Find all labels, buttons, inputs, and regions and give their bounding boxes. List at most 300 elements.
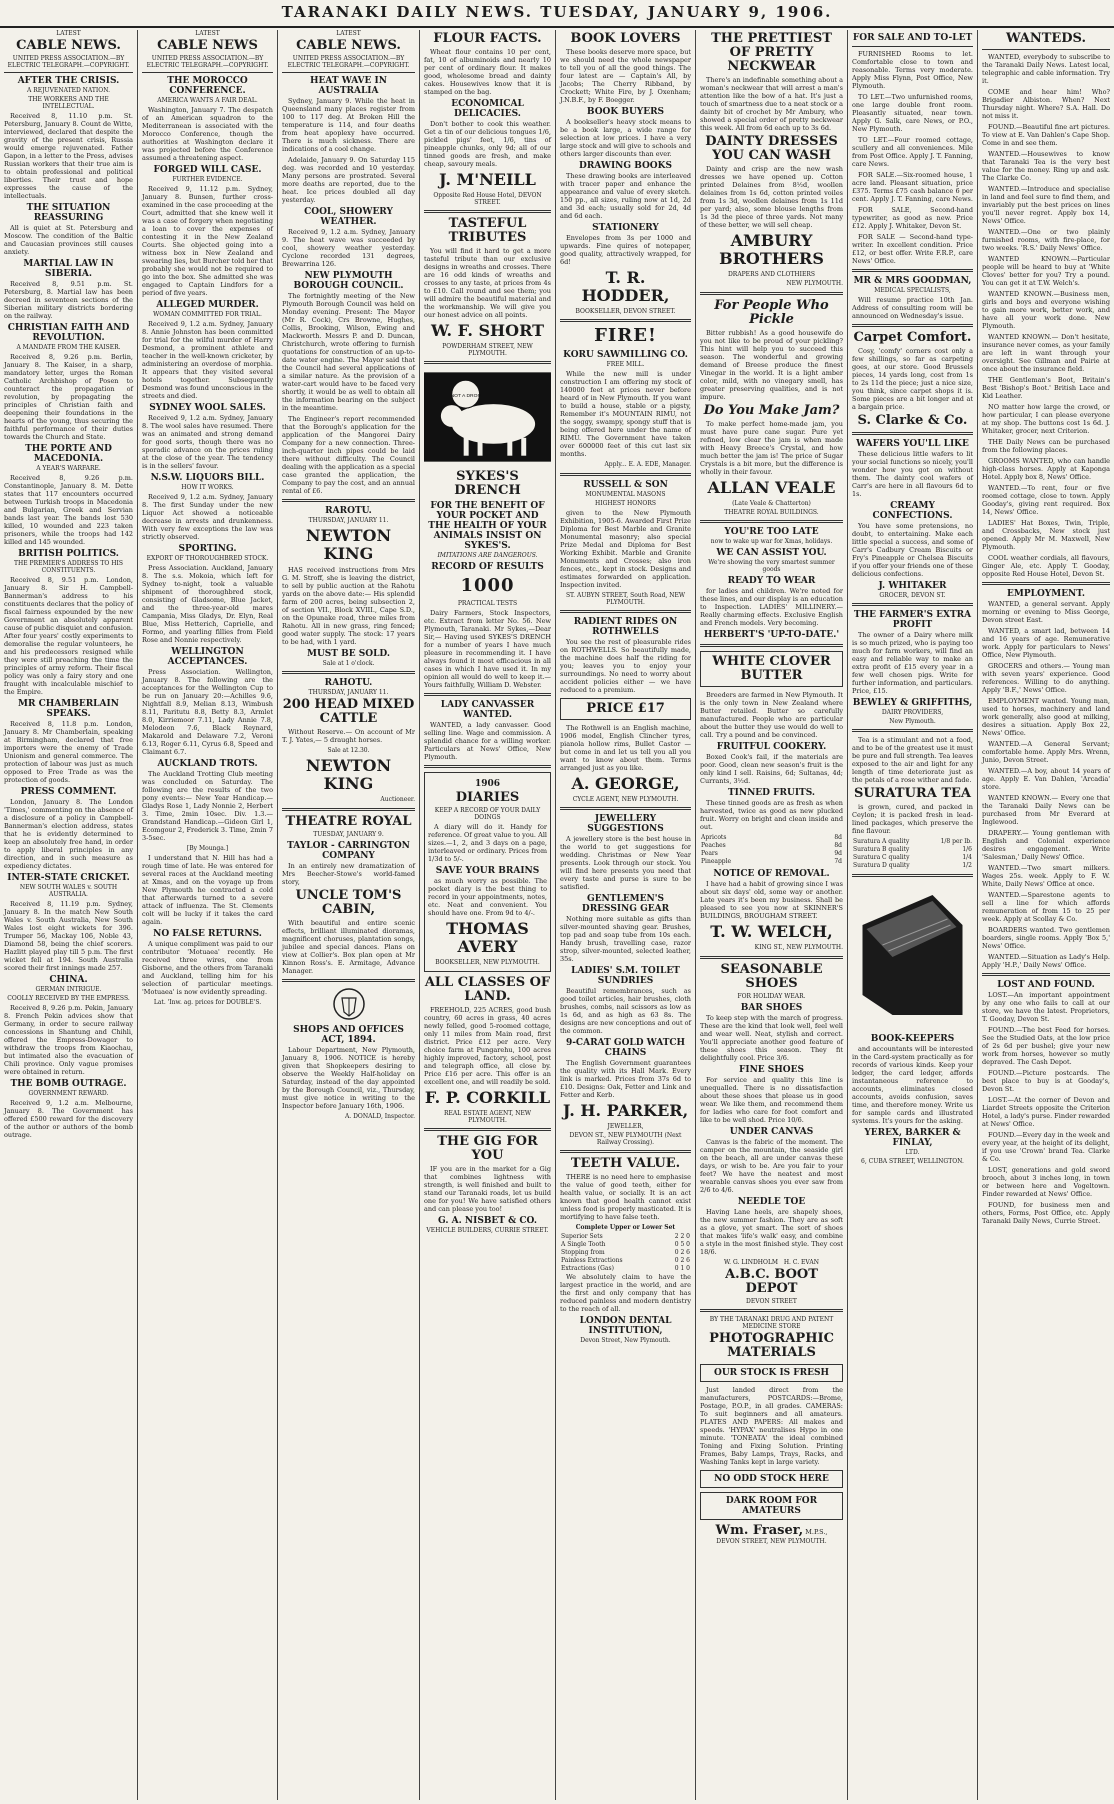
ad-title: MUST BE SOLD. xyxy=(306,649,391,659)
ad-headline: 200 HEAD MIXED CATTLE xyxy=(282,697,415,726)
ad-address: New Plymouth. xyxy=(889,718,936,725)
ad-name: LONDON DENTAL INSTITUTION, xyxy=(579,1316,672,1336)
table-row xyxy=(700,850,843,858)
proprietor-right: H. C. EVAN xyxy=(783,1259,819,1266)
ad-name: W. F. SHORT xyxy=(430,321,545,340)
story-title: NEW PLYMOUTH BOROUGH COUNCIL. xyxy=(293,271,404,291)
ad-body: Tea is a stimulant and not a food, and to be of the greatest use it must be pure and full strength. Tea leaves exposed to the air and light for any length of time deteriorate just as the petals of a rose wither and fade. xyxy=(852,736,973,784)
ad-headline: UNCLE TOM'S CABIN, xyxy=(295,888,402,917)
price-table xyxy=(700,834,843,866)
ad-title: SEASONABLE SHOES xyxy=(720,962,823,991)
classified-item: LADIES' Hat Boxes, Twin, Triple, and Crossbacks, New stock just opened. Apply Mr M. Maxwell, New Plymouth. xyxy=(982,519,1110,551)
story-body: Received 8, 9.26 p.m. Pekin, January 8. French Pekin advices show that Germany, in order to secure railway concessions in Shantung and Chihli, offered the Empress-Dowager to withdraw the troops from Kiaochau, but intimated also the evacuation of Chili province. Only vague promises were obtained in return. xyxy=(4,1004,133,1076)
notice-signature: A. DONALD, Inspector. xyxy=(344,1113,415,1120)
story-body: London, January 8. The London 'Times,' commenting on the absence of a disclosure of a policy in Campbell-Bannerman's election address, states that he is evidently determined to keep an absolutely free hand, in order to apply liberal principles in any direction, and in such measure as expediency dictates. xyxy=(4,798,133,870)
ad-title: TASTEFUL TRIBUTES xyxy=(448,216,527,245)
story-subtitle: A MANDATE FROM THE KAISER. xyxy=(16,344,121,351)
story-subtitle: WOMAN COMMITTED FOR TRIAL. xyxy=(153,311,262,318)
classified-item: LOST.—At the corner of Devon and Liardet Streets opposite the Criterion Hotel, a lady's purse. Finder rewarded at News' Office. xyxy=(982,1096,1110,1128)
ad-title: TINNED FRUITS. xyxy=(727,788,816,798)
ad-title: For People Who Pickle xyxy=(714,298,829,327)
classified-item: BOARDERS wanted. Two gentlemen boarders, single rooms. Apply 'Box 5,' News' Office. xyxy=(982,926,1110,950)
table-row xyxy=(560,1241,691,1249)
table-cell: Painless Extractions xyxy=(561,1257,623,1264)
classified-item: NO matter how large the crowd, or how particular, I can please everyone at my shop. The buttons cost 1s 6d. J. Whitaker, grocer, next Criterion. xyxy=(982,403,1110,435)
ledger-illustration xyxy=(852,885,973,1025)
story-body: Received 8, 11.8 p.m. London, January 8. Mr Chamberlain, speaking at Birmingham, declared that free importers were the enemy of Trade Unionism and general commerce. The protection of labour was just as much opposed to Free Trade as was the protection of goods. xyxy=(4,720,133,784)
ad-subtitle: now to wake up war for Xmas, holidays. xyxy=(710,538,833,545)
ad-year: 1906 xyxy=(474,779,501,789)
ad-subtitle: BY THE TARANAKI DRUG AND PATENT MEDICINE STORE xyxy=(709,1316,834,1330)
ad-subtitle: UNDER CANVAS xyxy=(729,1127,814,1137)
column-2 xyxy=(138,30,278,1800)
story-subtitle: COOLLY RECEIVED BY THE EMPRESS. xyxy=(7,995,130,1002)
heading-kicker: LATEST xyxy=(56,30,81,37)
classified-item: WANTED KNOWN.— Don't hesitate, insurance never comes, as your family are left in want through your oversight. See Gillman and Pairie at once about the insurance field. xyxy=(982,333,1110,373)
ad-body: These books deserve more space, but we should need the whole newspaper to tell you of all the good things. The four latest are — Captain's All, by Jacobs; The Cherry Ribband, by Crockett; White Fire, by J. Oxenham; J.N.B.F., by F. Boegger. xyxy=(560,48,691,104)
story-body: Received 9, 11.12 p.m. Sydney, January 8. Bunsen, further cross-examined in the case proceeding at the Court, admitted that she knew well it was a case of forgery when negotiating a loan to cover the expenses of contesting it in the New Zealand Courts. She objected going into a witness box in New Zealand and swearing lies, but Burcher told her that probably she would not be required to go into the box. She admitted she was engaged to Captain Lindfors for a period of five years. xyxy=(142,185,273,297)
ad-address: ST. AUBYN STREET, South Road, NEW PLYMOUTH. xyxy=(565,592,686,606)
classified-item: GROOMS WANTED, who can handle high-class horses. Apply at Kaponga Hotel. Apply box 8, News' Office. xyxy=(982,457,1110,481)
table-cell: Suratura D quality xyxy=(853,862,910,869)
price-table-title: Complete Upper or Lower Set xyxy=(575,1224,676,1231)
ad-body: To make perfect home-made jam, you must have pure cane sugar. Pure yet refined, low clear the jam is when made with Heavy Breece's Crystal, and how much better the jam is! The price of Sugar Crystals is a bit more, but the difference is wholly in their favour. xyxy=(700,420,843,476)
story-title: BRITISH POLITICS. xyxy=(18,549,119,559)
table-cell: 1/2 xyxy=(962,862,972,869)
story-body: The Engineer's report recommended that the Borough's application for the application of the Mangorei Dairy Company for a new connection. Three-inch-quarter inch pipes could be laid there without difficulty. The Council dealing with the application as a special case granted the application, the Company to pay the cost, and an annual rental of £6. xyxy=(282,415,415,495)
ad-body: These drawing books are interleaved with tracer paper and enhance the appearance and value of every sketch. 150 pp., all sizes, ruling now at 1d, 2d and 3d each; usually sold for 2d, 4d and 6d each. xyxy=(560,172,691,220)
story-title: FORGED WILL CASE. xyxy=(153,165,262,175)
brand-name: SYKES'S DRENCH xyxy=(454,469,521,498)
table-row xyxy=(560,1257,691,1265)
ad-subtitle: TUESDAY, JANUARY 9. xyxy=(313,831,384,838)
table-cell: 9d xyxy=(834,850,842,857)
ad-title: ALL CLASSES OF LAND. xyxy=(424,975,551,1004)
table-row xyxy=(852,862,973,870)
ad-title: DAINTY DRESSES YOU CAN WASH xyxy=(705,134,838,163)
classified-item: FOR SALE.—Six-roomed house, 1 acre land. Pleasant situation, price £375. Terms £75 cash balance 6 per cent. Apply J. T. Fanning, care News. xyxy=(852,171,973,203)
classified-item: WANTED.—Housewives to know that Taranaki Tea is the very best value for the money. Ring up and ask. The Clarke Co. xyxy=(982,150,1110,182)
ad-title: Carpet Comfort. xyxy=(853,330,972,345)
story-subtitle: THE PREMIER'S ADDRESS TO HIS CONSTITUENTS. xyxy=(14,560,123,574)
ad-role: REAL ESTATE AGENT, NEW PLYMOUTH. xyxy=(443,1110,532,1124)
story-body: Washington, January 7. The despatch of an American squadron to the Mediterranean is associated with the Morocco Conference, though the authorities at Washington declare it was projected before the Conference assumed a threatening aspect. xyxy=(142,106,273,162)
ad-address: BOOKSELLER, NEW PLYMOUTH. xyxy=(435,959,540,966)
ad-name: THOMAS AVERY xyxy=(446,919,529,956)
ad-slogan: FOR THE BENEFIT OF YOUR POCKET AND THE HEALTH OF YOUR ANIMALS INSIST ON SYKES'S. xyxy=(428,501,547,551)
ad-title: STATIONERY xyxy=(592,223,659,233)
section-heading: FOR SALE AND TO-LET xyxy=(852,33,973,43)
story-body: Press Association. Wellington, January 8. The following are the acceptances for the Wellington Cup to be run on January 20:—Achilles 9.6, Nightfall 8.9, Melian 8.13, Wimbush 8.11, Paritutu 8.8, Betty 8.3, Armlet 8.0, Kirriemoor 7.11, Lady Annie 7.8, Melodeon 7.6, Black Reynard, Makarold and Delaware 7.2, Veroni 6.13, Roger 6.11, Cyrus 6.8, Speed and Claimant 6.7. xyxy=(142,668,273,756)
ad-title: RADIENT RIDES ON ROTHWELLS xyxy=(573,617,678,637)
ad-body: The owner of a Dairy where milk is so much prized, who is paying too much for farm workers, will find an easy and reliable way to make an extra profit of £15 every year in a few well chosen pigs. Write for further information, and particulars. Price, £15. xyxy=(852,631,973,695)
story-title: INTER-STATE CRICKET. xyxy=(7,873,130,883)
classified-item: FOUND.—Beautiful fine art pictures. To view at E. Van Dahlen's Cape Shop. Come in and see them. xyxy=(982,123,1110,147)
ad-box: DARK ROOM FOR AMATEURS xyxy=(700,1492,843,1520)
ad-title: PHOTOGRAPHIC MATERIALS xyxy=(709,1331,834,1360)
story-title: MR CHAMBERLAIN SPEAKS. xyxy=(18,699,119,719)
classified-item: WANTED.—Introduce and specialise in land and feel sure to find them, and invariably put the best prices on lines you'll never regret. Apply box 14, News' Office. xyxy=(982,185,1110,225)
story-body: Received 8, 11.19 p.m. Sydney, January 8. In the match New South Wales v. South Australia, New South Wales lost eight wickets for 396. Trumper 56, Mackay 106, Noble 43, Diamond 58, being the chief scorers. Hazlitt played play till 5 p.m. The first wicket fell at 194. South Australia scored their first innings made 257. xyxy=(4,900,133,972)
ad-subtitle: THURSDAY, JANUARY 11. xyxy=(308,689,389,696)
table-cell: 0 5 0 xyxy=(674,1241,690,1248)
ad-proprietors xyxy=(700,1259,843,1266)
svg-text:NOT A DROP: NOT A DROP xyxy=(450,394,481,400)
table-row xyxy=(700,858,843,866)
ad-body: Breeders are farmed in New Plymouth. It is the only town in New Zealand where Butter retailed. Butter so carefully manufactured. People who are particular about the butter they use would do well to call. Try a pound and be convinced. xyxy=(700,691,843,739)
ad-title: RECORD OF RESULTS xyxy=(431,562,544,572)
table-cell: 0 2 6 xyxy=(674,1249,690,1256)
ad-subtitle: KORU SAWMILLING CO. xyxy=(563,350,688,360)
classified-item: WANTED KNOWN.—Particular people will be heard to buy at 'White Cloves' better for you? Try a pound. You can get it at T.W. Welch's. xyxy=(982,255,1110,287)
ad-name: BEWLEY & GRIFFITHS, xyxy=(852,698,973,708)
classified-item: FOR SALE, Second-hand typewriter, as good as new. Price £12. Apply J. Whitaker, Devon St. xyxy=(852,206,973,230)
ad-name: ALLAN VEALE xyxy=(707,478,836,497)
story-subtitle: HOW IT WORKS. xyxy=(181,484,234,491)
story-body: Received 9, 1.2 a.m. Sydney, January 8. Annie Johnston has been committed for trial for the wilful murder of Harry Desmond, a prominent athlete and teacher in the well-known cricketer, by administering an overdose of morphia. It appears that they visited several hotels together. Subsequently Desmond was found unconscious in the streets and died. xyxy=(142,320,273,400)
ad-subtitle: Sale at 12.30. xyxy=(327,747,370,754)
ad-subtitle: READY TO WEAR xyxy=(727,576,816,586)
ad-name: T. R. HODDER, xyxy=(581,268,670,305)
ad-box: NO ODD STOCK HERE xyxy=(700,1470,843,1488)
story-title: CHINA. xyxy=(49,975,88,985)
ad-body: A bookseller's heavy stock means to be a book large, a wide range for selection at low prices. I have a very large stock and will give to schools and others larger discounts than ever. xyxy=(560,118,691,158)
table-cell: Superior Sets xyxy=(561,1233,603,1240)
story-title: N.S.W. LIQUORS BILL. xyxy=(150,473,265,483)
ad-title: FLOUR FACTS. xyxy=(433,31,542,46)
section-heading: CABLE NEWS. xyxy=(16,38,121,53)
price-table xyxy=(560,1233,691,1273)
ad-subtitle: MEDICAL SPECIALISTS, xyxy=(874,287,951,294)
ad-address: Opposite Red House Hotel, DEVON STREET. xyxy=(433,192,542,206)
cow-illustration xyxy=(424,372,551,462)
ad-role: DAIRY PROVIDERS, xyxy=(881,709,944,716)
ad-address: 6, CUBA STREET, WELLINGTON. xyxy=(861,1158,964,1165)
ad-title: LADIES' S.M. TOILET SUNDRIES xyxy=(571,966,680,986)
ad-body: While the new mill is under construction I am offering my stock of 140000 feet at prices never before heard of in New Plymouth. If you want to build a house, stable or a pigsty, Remember it's MOUNTAIN RIMU, not the soggy, swampy, spongy stuff that is being offered here under the name of RIMU. The Government have taken over 600000 feet of this cut last six months. xyxy=(560,370,691,458)
story-title: PRESS COMMENT. xyxy=(20,787,117,797)
ad-body: With beautiful and entire scenic effects, brilliant illuminated dioramas, magnificent choruses, plantation songs, jubilee and special dances. Plans on view at Collier's. Box plan open at Mr Kinnon Ross's. E. Armitage, Advance Manager. xyxy=(282,919,415,975)
story-title: ALLEGED MURDER. xyxy=(156,300,259,310)
coat-of-arms-icon xyxy=(331,986,367,1022)
ad-title: LADY CANVASSER WANTED. xyxy=(440,700,535,720)
table-cell: 1/8 per lb. xyxy=(940,838,972,845)
classified-item: TO LET.—Four roomed cottage, scullery and all conveniences. Mile from Post Office. Apply J. T. Fanning, care News. xyxy=(852,136,973,168)
classified-item: WANTED, a smart lad, between 14 and 16 years of age. Remunerative work. Apply for particulars to News' Office, New Plymouth. xyxy=(982,627,1110,659)
classified-item: WANTED.—Sparestone agents to sell a line for which affords remuneration of from 15 to 25 per week. Apply at Scollay & Co. xyxy=(982,891,1110,923)
ad-title: THE GIG FOR YOU xyxy=(437,1134,538,1163)
ad-address: POWDERHAM STREET, NEW PLYMOUTH. xyxy=(442,343,533,357)
ad-name: AMBURY BROTHERS xyxy=(719,231,824,268)
ad-title: Do You Make Jam? xyxy=(703,403,840,418)
ad-body: Wheat flour contains 10 per cent, fat, 10 of albuminoids and nearly 10 per cent of ordinary flour. It makes good, wholesome bread and dainty cakes. Housewives know that it is stamped on the bag. xyxy=(424,48,551,96)
ad-title: 9-CARAT GOLD WATCH CHAINS xyxy=(565,1038,686,1058)
table-row xyxy=(560,1265,691,1273)
section-heading: LOST AND FOUND. xyxy=(997,980,1095,990)
story-title: THE PORTE AND MACEDONIA. xyxy=(25,444,112,464)
story-subtitle: GOVERNMENT REWARD. xyxy=(28,1090,109,1097)
ad-role: JEWELLER, xyxy=(607,1123,644,1130)
ad-address: BOOKSELLER, DEVON STREET. xyxy=(575,308,676,315)
table-row xyxy=(700,834,843,842)
table-cell: Suratura B quality xyxy=(853,846,910,853)
ad-body: Beautiful remembrances, such as good toilet articles, hair brushes, cloth brushes, combs, nail scissors as low as 1s 6d, and as high as 63 8s. The designs are new conceptions and out of the common. xyxy=(560,987,691,1035)
press-credit: UNITED PRESS ASSOCIATION.—BY ELECTRIC TELEGRAPH.—COPYRIGHT. xyxy=(7,55,130,69)
story-body: A unique compliment was paid to our contributor 'Motuaea' recently. He received three wires, one from Gisborne, and the others from Taranaki and Auckland, telling him for his selection of particular meetings. 'Motuaea' is now evidently spreading. xyxy=(142,940,273,996)
notice-body: Labour Department, New Plymouth, January 8, 1906. NOTICE is hereby given that Shopkeepers desiring to observe the Weekly Half-holiday on Saturday, instead of the day appointed by the Borough Council, viz., Thursday, must give notice in writing to the Inspector before January 16th, 1906. xyxy=(282,1046,415,1110)
ad-title: FRUITFUL COOKERY. xyxy=(716,742,827,752)
column-5 xyxy=(556,30,696,1800)
ad-name: T. W. WELCH, xyxy=(710,922,833,941)
table-cell: 7d xyxy=(834,858,842,865)
story-subtitle: FURTHER EVIDENCE. xyxy=(172,176,243,183)
classified-item: WANTED.—A boy, about 14 years of age. Apply E. Van Dahlen, 'Arcadia' store. xyxy=(982,767,1110,791)
classified-item: FOR SALE — Second-hand type-writer. In excellent condition. Price £12, or best offer. Write F.R.P., care News' Office. xyxy=(852,233,973,265)
ad-warning: IMITATIONS ARE DANGEROUS. xyxy=(437,552,538,559)
ad-title: DIARIES xyxy=(455,790,520,805)
ad-title: GENTLEMEN'S DRESSING GEAR xyxy=(581,894,670,914)
proprietor-left: W. G. LINDHOLM xyxy=(724,1259,779,1266)
ad-subtitle: OUR STOCK IS FRESH xyxy=(700,1364,843,1382)
ad-count-label: PRACTICAL TESTS xyxy=(457,600,518,607)
ad-name: J. M'NEILL xyxy=(439,170,536,189)
ad-body: HAS received instructions from Mrs G. M. Stroff, she is leaving the district, to sell by public auction at the Rahotu yards on the above date:— His splendid farm of 200 acres, being subsection 2, of section VII., Block XVIII., Cape S.D., on the Opunake road, three miles from Rahotu. All in new grass, ring fenced; good water supply. The stock: 17 years to be had, with 1 yard. xyxy=(282,566,415,646)
ad-body: There's an indefinable something about a woman's neckwear that will arrest a man's attention like the bow of a hat. It's just a touch of smartness due to a neat stock or a dainty bit of crochet by Mr Ambury, who showed a special order of pretty neckwear this week. All from 6d each up to 3s 6d. xyxy=(700,76,843,132)
classified-item: WANTED.—A General Servant; comfortable home. Apply Mrs. Wrenn, Junio, Devon Street. xyxy=(982,740,1110,764)
story-body: I understand that N. Hill has had a rough time of late. He was entered for several races at the Auckland meeting at Xmas, and on the voyage up from New Plymouth he contracted a cold that afterwards turned to a severe attack of influenza. The St. Clements colt will be lucky if it takes the card again. xyxy=(142,854,273,926)
story-body: Received 8, 9.51 p.m. St. Petersburg, 8. Martial law has been decreed in seventeen sections of the Siberian military districts bordering on the railway. xyxy=(4,280,133,320)
ad-body: I have had a habit of growing since I was about six days' old, some way or another. Late years it's been my business. Shall be pleased to see you now at SKINNER'S BUILDINGS, BROUGHAM STREET. xyxy=(700,880,843,920)
ad-role: (Late Veale & Chatterton) xyxy=(732,500,811,507)
story-subtitle: NEW SOUTH WALES v. SOUTH AUSTRALIA. xyxy=(19,884,118,898)
ad-title: ECONOMICAL DELICACIES. xyxy=(451,99,524,119)
ad-title: BOOK BUYERS xyxy=(586,107,665,117)
ad-title: NOTICE OF REMOVAL. xyxy=(713,869,830,879)
classified-item: WANTED KNOWN.— Every one that the Taranaki Daily News can be purchased from Mr Everard at Inglewood. xyxy=(982,794,1110,826)
classified-item: WANTED, everybody to subscribe to the Taranaki Daily News. Latest local, telegraphic and cable information. Try it. xyxy=(982,53,1110,85)
story-body: Received 9, 1.2 a.m. Melbourne, January 8. The Government has offered £500 reward for the discovery of the author or authors of the bomb outrage. xyxy=(4,1099,133,1139)
ad-name: Wm. Fraser, xyxy=(715,1523,804,1538)
ad-signature xyxy=(700,1524,843,1538)
story-subtitle: [By Mounga.] xyxy=(186,845,229,852)
ad-name: YEREX, BARKER & FINLAY, xyxy=(864,1128,961,1148)
heading-kicker: LATEST xyxy=(336,30,361,37)
table-row xyxy=(852,846,973,854)
ad-address: GROCER, DEVON ST. xyxy=(879,592,946,599)
story-body: Adelaide, January 9. On Saturday 115 deg. was recorded and 10 yesterday. Many persons are prostrated. Several more deaths are reported, due to the heat. Ice prices doubled all day yesterday. xyxy=(282,156,415,204)
ad-name: J. H. PARKER, xyxy=(562,1101,689,1120)
classified-item: FOUND.—Picture postcards. The best place to buy is at Gooday's, Devon St. xyxy=(982,1069,1110,1093)
table-cell: Suratura A quality xyxy=(853,838,910,845)
story-subtitle: A REJUVENATED NATION. xyxy=(27,87,110,94)
classified-item: TO LET.—Two unfurnished rooms, one large double front room. Pleasantly situated, near town. Apply G. Salk, care News, or P.O., New Plymouth. xyxy=(852,93,973,133)
story-body: Received 9, 1.2 a.m. Sydney, January 8. The wool sales have resumed. There was an animated and strong demand for good sorts, though there was no sporadic advance on the prices ruling at the close of the year. The tendency is in the sellers' favour. xyxy=(142,414,273,470)
ad-title: TEETH VALUE. xyxy=(570,1156,681,1171)
classified-item: COOL weather cordials, all flavours, Ginger Ale, etc. Apply T. Gooday, opposite Red House Hotel, Devon St. xyxy=(982,554,1110,578)
story-title: SPORTING. xyxy=(178,544,237,554)
table-cell: Extractions (Gas) xyxy=(561,1265,614,1272)
ad-title: WHITE CLOVER BUTTER xyxy=(700,651,843,687)
ad-subtitle: CREAMY CONFECTIONS. xyxy=(872,501,953,521)
ad-name: S. Clarke & Co. xyxy=(857,413,968,428)
ad-subtitle: SAVE YOUR BRAINS xyxy=(435,866,540,876)
story-body: Received 8, 9.51 p.m. London, January 8. Sir H. Campbell-Bannerman's address to his constituents declares that the policy of fiscal fairness expounded by the new Government an absolutely apparent cause of public disquiet and confusion. After four years' costly experiments to demoralise the regular volunteers, he and his predecessors resigned while they were still preaching the time the principles of army reform. Their fiscal policy was only a fairy story and one fraught with incalculable mischief to the Empire. xyxy=(4,576,133,696)
ad-role: CYCLE AGENT, NEW PLYMOUTH. xyxy=(572,796,679,803)
ad-subtitle: FREE MILL. xyxy=(606,361,645,368)
story-body: The Auckland Trotting Club meeting was concluded on Saturday. The following are the results of the two pony events:— New Year Handicap.—Gladys Rose 1, Lady Nonnie 2, Herbert 3. Time, 2min 10sec. Div. 1.3.— Grandstand Handicap.—Gideon Girl 1, Ecomgour 2, Frederick 3. Time, 2min 7 3-5sec. xyxy=(142,770,273,842)
ad-name: J. WHITAKER xyxy=(878,581,947,591)
ad-body: Just landed direct from the manufacturers, POSTCARDS:—Brome, Postage, P.O.P., in all grades. CAMERAS: To suit beginners and all amateurs. PLATES AND PAPERS: All makes and speeds. 'HYPAX' neutralises Hypo in one minute. 'TONEATA' the ideal combined Toning and Fixing Solution. Printing Frames, Baby Lamps, Trays, Racks, and Washing Tanks kept in large variety. xyxy=(700,1386,843,1466)
ad-body: To keep step with the march of progress. These are the kind that look well, feel well and wear well. Neat, stylish and correct. You'll appreciate another good feature of these shoes this season. They fit delightfully cool. Price 3/6. xyxy=(700,1014,843,1062)
notice-title: SHOPS AND OFFICES ACT, 1894. xyxy=(293,1025,404,1045)
ad-title: THE FARMER'S EXTRA PROFIT xyxy=(853,610,972,630)
story-body: Received 9, 1.2 a.m. Sydney, January 8. The first Sunday under the new Liquor Act showed a noticeable decrease in arrests and drunkenness. With very few exceptions the law was strictly observed. xyxy=(142,493,273,541)
story-title: AUCKLAND TROTS. xyxy=(157,759,258,769)
ad-name: A. GEORGE, xyxy=(571,774,680,793)
ad-name: G. A. NISBET & CO. xyxy=(438,1216,537,1226)
press-credit: UNITED PRESS ASSOCIATION.—BY ELECTRIC TELEGRAPH.—COPYRIGHT. xyxy=(146,55,269,69)
ad-price: PRICE £17 xyxy=(560,698,691,720)
ad-body: You will find it hard to get a more tasteful tribute than our exclusive designs in wreaths and crosses. There are 16 odd kinds of wreaths and crosses to any taste, at prices from 4s to £10. Call round and see them; you will admire the beautiful material and the workmanship. We will give you our honest advice on all points. xyxy=(424,247,551,319)
classified-item: LOST, generations and gold sword brooch, about 3 inches long, in town or between here and Vogeltown. Finder rewarded at News' Office. xyxy=(982,1166,1110,1198)
table-cell: Apricots xyxy=(701,834,727,841)
ad-body: and accountants will be interested in the Card-system practically as for records of various kinds. Keep your ledger, the card ledger, affords instantaneous reference to accounts, eliminates closed accounts, avoids confusion, saves time, and therefore money. Write us for sample cards and illustrated systems. It's yours for the asking. xyxy=(852,1045,973,1125)
column-4 xyxy=(420,30,556,1800)
ad-address: NEW PLYMOUTH. xyxy=(786,280,843,287)
ad-body: Dairy Farmers, Stock Inspectors, etc. Extract from letter No. 56. New Plymouth, Taranaki. Mr Sykes,—Dear Sir,— Having used SYKES'S DRENCH for a number of years I have much pleasure in recommending it. I have always found it most efficacious in all cases in which I have used it. In my opinion all would do well to keep it.— Yours faithfully, William D. Webster. xyxy=(424,609,551,689)
ad-body: Envelopes from 3s per 1000 and upwards. Fine quires of notepaper, good quality, attractively wrapped, for 6d! xyxy=(560,234,691,266)
section-heading: CABLE NEWS. xyxy=(296,38,401,53)
ad-count: 1000 xyxy=(460,575,515,596)
price-table xyxy=(852,838,973,870)
table-cell: Stopping from xyxy=(561,1249,605,1256)
section-heading: EMPLOYMENT. xyxy=(1007,589,1085,599)
classified-item: FOUND, for business men and others, Forms, Post Office, etc. Apply Taranaki Daily News, Currie Street. xyxy=(982,1201,1110,1225)
ad-body: for ladies and children. We're noted for these lines, and our display is an education to Inspection. LADIES' MILLINERY.—Really charming effects. Exclusive English and French models. Very becoming. xyxy=(700,587,843,627)
ad-body: In an entirely new dramatization of Mrs Beecher-Stowe's world-famed story, xyxy=(282,862,415,886)
ad-role: DRAPERS AND CLOTHIERS xyxy=(727,271,816,278)
ad-body: These delicious little wafers to lit your social functions so nicely, you'll wonder how you got on without them. The dainty cool wafers of Carr's are here in all flavours 6d to 1s. xyxy=(852,450,973,498)
classified-item: DRAPERY.— Young gentleman with English and Colonial experience desires engagement. Write 'Salesman,' Daily News' Office. xyxy=(982,829,1110,861)
table-cell: 2 2 0 xyxy=(674,1233,690,1240)
ad-body: Having Lane heels, are shapely shoes, the new summer fashion. They are as soft as a glove, yet smart. The sort of shoes that makes 'life's walk' easy, and combine a style in the most finished style. They cost 18/6. xyxy=(700,1208,843,1256)
ad-name: A.B.C. BOOT DEPOT xyxy=(725,1267,818,1296)
ad-subtitle: FINE SHOES xyxy=(738,1065,805,1075)
table-cell: A Single Tooth xyxy=(561,1241,606,1248)
story-body: Received 8, 9.26 p.m. Constantinople, January 8. M. Dette states that 117 encounters occurred between Turkish troops in Macedonia and Bulgarian, Greek and Servian bands last year. The bands lost 530 killed, 10 wounded and 223 taken prisoners, while the troops had 142 killed and 145 wounded. xyxy=(4,474,133,546)
ad-title: JEWELLERY SUGGESTIONS xyxy=(587,814,664,834)
heading-kicker: LATEST xyxy=(195,30,220,37)
classified-item: WANTED.—One or two plainly furnished rooms, with fire-place, for two weeks. 'R.S.' Daily News' Office. xyxy=(982,228,1110,252)
ad-subtitle: NEEDLE TOE xyxy=(737,1197,806,1207)
ad-name: TAYLOR - CARRINGTON COMPANY xyxy=(287,841,410,861)
classified-item: WANTED KNOWN.—Business men, girls and boys and everyone wishing to gain more work, better work, and have all your work done. New Plymouth. xyxy=(982,290,1110,330)
story-title: COOL, SHOWERY WEATHER. xyxy=(304,207,393,227)
story-title: SYDNEY WOOL SALES. xyxy=(149,403,266,413)
ad-body: These tinned goods are as fresh as when harvested, twice as good as new plucked fruit. Worry on bright and clean inside and out. xyxy=(700,799,843,831)
story-title: CHRISTIAN FAITH AND REVOLUTION. xyxy=(7,323,130,343)
ad-subtitle: BAR SHOES xyxy=(740,1003,803,1013)
ad-body: For service and quality this line is unequalled. There is no dissatisfaction about these shoes that please us in good wear. We like them, and recommend them for ladies who care for foot comfort and like to be well shod. Price 10/6. xyxy=(700,1076,843,1124)
classified-item: FURNISHED Rooms to let. Comfortable close to town and reasonable. Terms very moderate. Apply Miss Flynn, Post Office, New Plymouth. xyxy=(852,50,973,90)
ad-body: You see the rest of pleasurable rides on ROTHWELLS. So beautifully made, the machine does half the riding for you; leaves you to enjoy your surroundings. No need to worry about accident policies either — we have reduced to a premium. xyxy=(560,638,691,694)
column-6 xyxy=(696,30,848,1800)
ad-address: Devon Street, New Plymouth. xyxy=(580,1337,671,1344)
ad-body: Dainty and crisp are the new wash dresses we have opened up. Cotton printed Delaines from 8½d, woollen delaines from 1s 6d, cotton printed voiles from 1s 3d, woollen delaines from 1s 11d per yard; also, some blouse lengths from 1s 3d the piece of three yards. Not many of these better, we will sell cheap. xyxy=(700,165,843,229)
table-row xyxy=(560,1233,691,1241)
story-title: NO FALSE RETURNS. xyxy=(153,929,262,939)
table-cell: 1/6 xyxy=(962,846,972,853)
ad-title: SURATURA TEA xyxy=(854,786,971,801)
ad-body: WANTED, a lady canvasser. Good selling line. Wage and commission. A splendid chance for a willing worker. Particulars at News' Office, New Plymouth. xyxy=(424,721,551,761)
story-body: Press Association. Auckland, January 8. The s.s. Mokoia, which left for Sydney to-night, took a valuable shipment of thoroughbred stock, consisting of Gladsome, Blue Jacket, and the three-year-old mares Campania, Miss Gladys, Dr. Elyn, Real Blue, Miss Hetterich, Caprielle, and Formo, and yearling fillies from Field Rose and Nonnie respectively. xyxy=(142,564,273,644)
classified-item: THE Daily News can be purchased from the following places. xyxy=(982,438,1110,454)
ad-name: F. P. CORKILL xyxy=(424,1088,551,1107)
story-title: AFTER THE CRISIS. xyxy=(17,76,120,86)
ad-name: NEWTON KING xyxy=(305,526,392,563)
ad-address: DEVON STREET xyxy=(746,1298,797,1305)
column-1 xyxy=(0,30,138,1800)
ad-role: Auctioneer. xyxy=(380,796,415,803)
ad-title: BOOK-KEEPERS xyxy=(870,1034,955,1044)
section-heading: CABLE NEWS xyxy=(157,38,258,53)
ad-body: FREEHOLD, 225 ACRES, good bush country, 60 acres in grass, 40 acres newly felled, good 5-roomed cottage, only 11 miles from Main road, first district. Price £12 per acre. Very choice farm at Pungarehu, 100 acres highly improved, factory, school, post and telegraph office, all close by. Price £16 per acre. This offer is an excellent one, and will readily be sold. xyxy=(424,1006,551,1086)
story-title: WELLINGTON ACCEPTANCES. xyxy=(167,647,248,667)
ad-body: The English Government guarantees the quality with its Hall Mark. Every link is marked. Prices from 37s 6d to £10. Designs: Oak, Fetter and Link and Fetter and Kerb. xyxy=(560,1059,691,1099)
story-title: THE SITUATION REASSURING xyxy=(26,203,111,223)
story-subtitle: GERMAN INTRIGUE. xyxy=(35,986,102,993)
ad-body: Without Reserve.— On account of Mr T. J. Yates,— 5 draught horses. xyxy=(282,728,415,744)
ad-role: M.P.S., xyxy=(805,1528,828,1536)
ad-address: DEVON ST., NEW PLYMOUTH (Next Railway Crossing). xyxy=(569,1132,682,1146)
table-cell: 0 2 6 xyxy=(674,1257,690,1264)
ad-body: Canvas is the fabric of the moment. The camper on the mountain, the seaside girl on the beach, all are under canvas these days, or wish to be. Are you fair to your feet? We have the neatest and most wearable canvas shoes you ever saw from 2/6 to 4/6. xyxy=(700,1138,843,1194)
ad-address: DEVON STREET, NEW PLYMOUTH. xyxy=(716,1538,827,1545)
table-cell: Peaches xyxy=(701,842,726,849)
classified-item: WANTED, a general servant. Apply morning or evening to Miss George, Devon street East. xyxy=(982,600,1110,624)
ad-body: Boxed Cook's fail, if the materials are poor. Good, clean new season's fruit is the only kind I sell. Raisins, 6d; Sultanas, 4d; Currants, 3½d. xyxy=(700,753,843,785)
classified-item: COME and hear him! Who? Brigadier Albiston. When? Next Thursday night. Where? S.A. Hall. Do not miss it. xyxy=(982,88,1110,120)
ad-body: as much worry as possible. The pocket diary is the best thing to record in your appointments, notes, etc. Neat and convenient. You should have one. From 9d to 4/-. xyxy=(428,877,547,917)
story-title: HEAT WAVE IN AUSTRALIA xyxy=(310,76,387,96)
story-body: Received 9, 1.2 a.m. Sydney, January 9. The heat wave was succeeded by cool, showery weather yesterday. Cyclone recorded 131 degrees, Brewarrina 126. xyxy=(282,228,415,268)
column-3 xyxy=(278,30,420,1800)
story-subtitle: AMERICA WANTS A FAIR DEAL. xyxy=(157,97,258,104)
diary-ad xyxy=(424,772,551,972)
table-cell: 8d xyxy=(834,834,842,841)
ad-body: is grown, cured, and packed in Ceylon; it is packed fresh in lead-lined packages, which preserve the fine flavour. xyxy=(852,803,973,835)
column-8 xyxy=(978,30,1114,1800)
story-body: Received 8, 11.10 p.m. St. Petersburg, January 8. Count de Witte, interviewed, declared that despite the gravity of the present crisis, Russia would emerge rejuvenated. Father Gapon, in a letter to the Press, advises Russian workers that their true aim is to obtain professional and political liberties. Their trust and hope expresses the cause of the intellectuals. xyxy=(4,112,133,200)
table-cell: 8d xyxy=(834,842,842,849)
ad-subtitle: THURSDAY, JANUARY 11. xyxy=(308,517,389,524)
table-cell: 1/4 xyxy=(962,854,972,861)
ad-apply: Apply... E. A. EDE, Manager. xyxy=(604,461,691,468)
ad-title: DRAWING BOOKS xyxy=(579,161,672,171)
story-subtitle: A YEAR'S WARFARE. xyxy=(36,465,101,472)
ad-body: IF you are in the market for a Gig that combines lightness with strength, is well finished and built to stand our Taranaki roads, let us build one for you! We have satisfied others and can please you too! xyxy=(424,1165,551,1213)
story-body: Sydney, January 9. While the heat in Queensland many places register from 100 to 117 deg. At Broken Hill the temperature is 114, and four deaths from heat apoplexy have occurred. There is much sickness. There are indications of a cool change. xyxy=(282,97,415,153)
story-body: Received 8, 9.26 p.m. Berlin, January 8. The Kaiser, in a sharp, mandatory letter, urges the Roman Catholic Archbishop of Posen to counteract the propagation of revolution, by propagating the principles of Christian faith and deepening their foundations in the hearts of the young, thus securing the faithful performance of their duties towards the Church and State. xyxy=(4,353,133,441)
ad-subtitle: Sale at 1 o'clock. xyxy=(322,660,375,667)
classified-item: EMPLOYMENT wanted. Young man, used to horses, machinery and land work generally, also good at milking, desires a situation. Apply Box 22, News' Office. xyxy=(982,697,1110,737)
ad-address: VEHICLE BUILDERS, CURRIE STREET. xyxy=(426,1227,549,1234)
ad-body: given to the New Plymouth Exhibition, 1905-6. Awarded First Prize Diploma for Best Marble and Granite Monumental masonry; also special Prize Medal and Diploma for Best Working Exhibit. Marble and Granite Monuments and Crosses; also iron fences, etc., kept in stock. Designs and estimates forwarded on application. Inspection invited. xyxy=(560,509,691,589)
ad-title: THEATRE ROYAL xyxy=(285,814,412,829)
ad-name: HERBERT'S 'UP-TO-DATE.' xyxy=(703,630,840,640)
table-row xyxy=(560,1249,691,1257)
ad-subtitle: WE CAN ASSIST YOU. xyxy=(716,548,827,558)
